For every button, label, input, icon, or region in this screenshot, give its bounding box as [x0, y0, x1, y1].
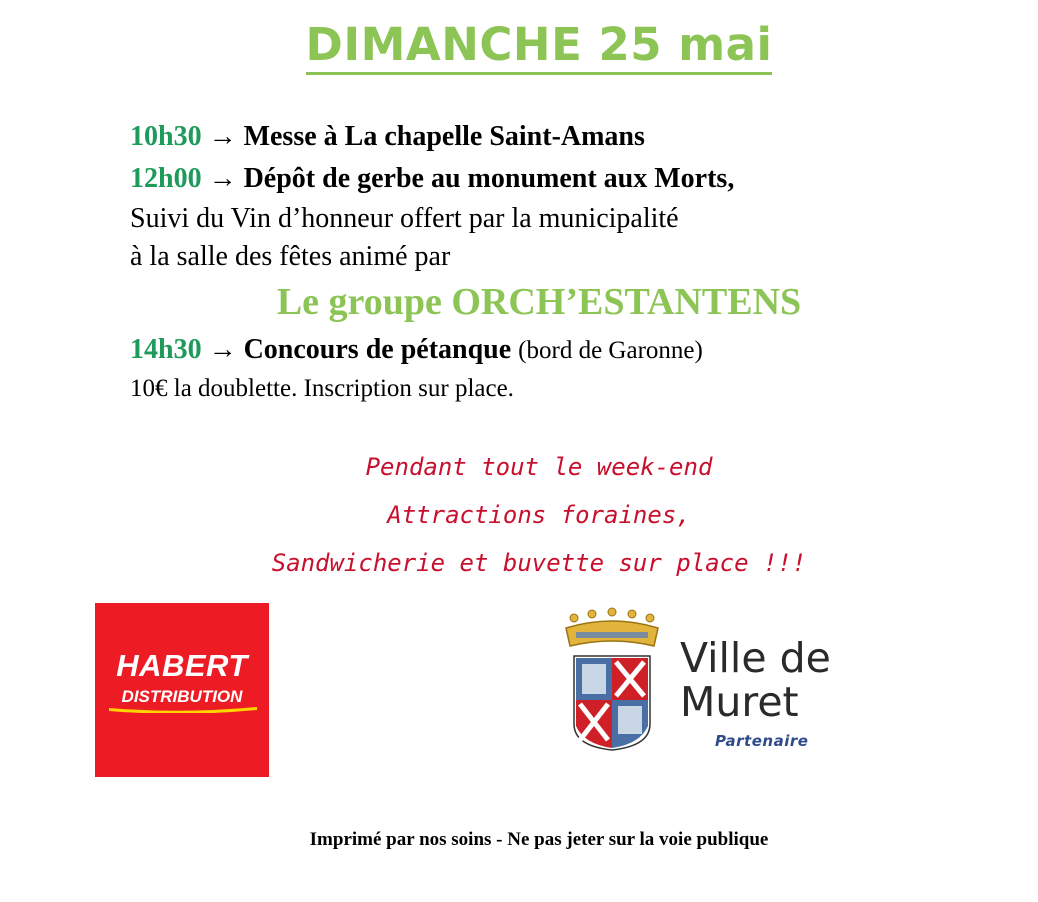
muret-logo	[680, 636, 831, 724]
schedule-item	[130, 158, 1010, 200]
footer-note: Imprimé par nos soins - Ne pas jeter sur la voie publique	[309, 829, 769, 850]
habert-logo-name: HABERT	[116, 648, 248, 683]
petanque-line	[130, 331, 703, 370]
schedule-time: 14h30	[130, 334, 202, 365]
petanque-note: 10€ la doublette. Inscription sur place.	[130, 375, 514, 402]
arrow-icon: →	[208, 121, 237, 152]
info-line: Suivi du Vin d’honneur offert par la municipalité	[130, 203, 679, 234]
schedule	[130, 116, 1010, 276]
petanque-title: Concours de pétanque	[243, 334, 512, 365]
page-title: DIMANCHE 25 mai	[0, 18, 1038, 71]
weekend-line: Sandwicherie et buvette sur place !!!	[271, 549, 807, 577]
swoosh-icon	[107, 705, 259, 713]
weekend-info	[0, 443, 1038, 587]
muret-logo-line2: Muret	[680, 678, 799, 726]
arrow-icon: →	[208, 334, 237, 365]
info-line: à la salle des fêtes animé par	[130, 241, 451, 272]
schedule-time: 10h30	[130, 121, 202, 152]
schedule-time: 12h00	[130, 163, 202, 194]
muret-logo-line1: Ville de	[680, 634, 831, 682]
muret-crest-icon	[562, 604, 662, 754]
weekend-line: Pendant tout le week-end	[365, 453, 713, 481]
partner-tag: Partenaire	[715, 732, 809, 750]
schedule-item	[130, 116, 1010, 158]
petanque-place: (bord de Garonne)	[518, 337, 703, 364]
petanque	[130, 331, 703, 408]
arrow-icon: →	[208, 163, 237, 194]
habert-logo-sub: DISTRIBUTION	[121, 687, 243, 706]
schedule-text: Messe à La chapelle Saint-Amans	[243, 121, 645, 152]
music-group: Le groupe ORCH’ESTANTENS	[276, 281, 802, 323]
weekend-line: Attractions foraines,	[387, 501, 691, 529]
schedule-text: Dépôt de gerbe au monument aux Morts,	[243, 163, 735, 194]
habert-logo	[95, 603, 269, 777]
